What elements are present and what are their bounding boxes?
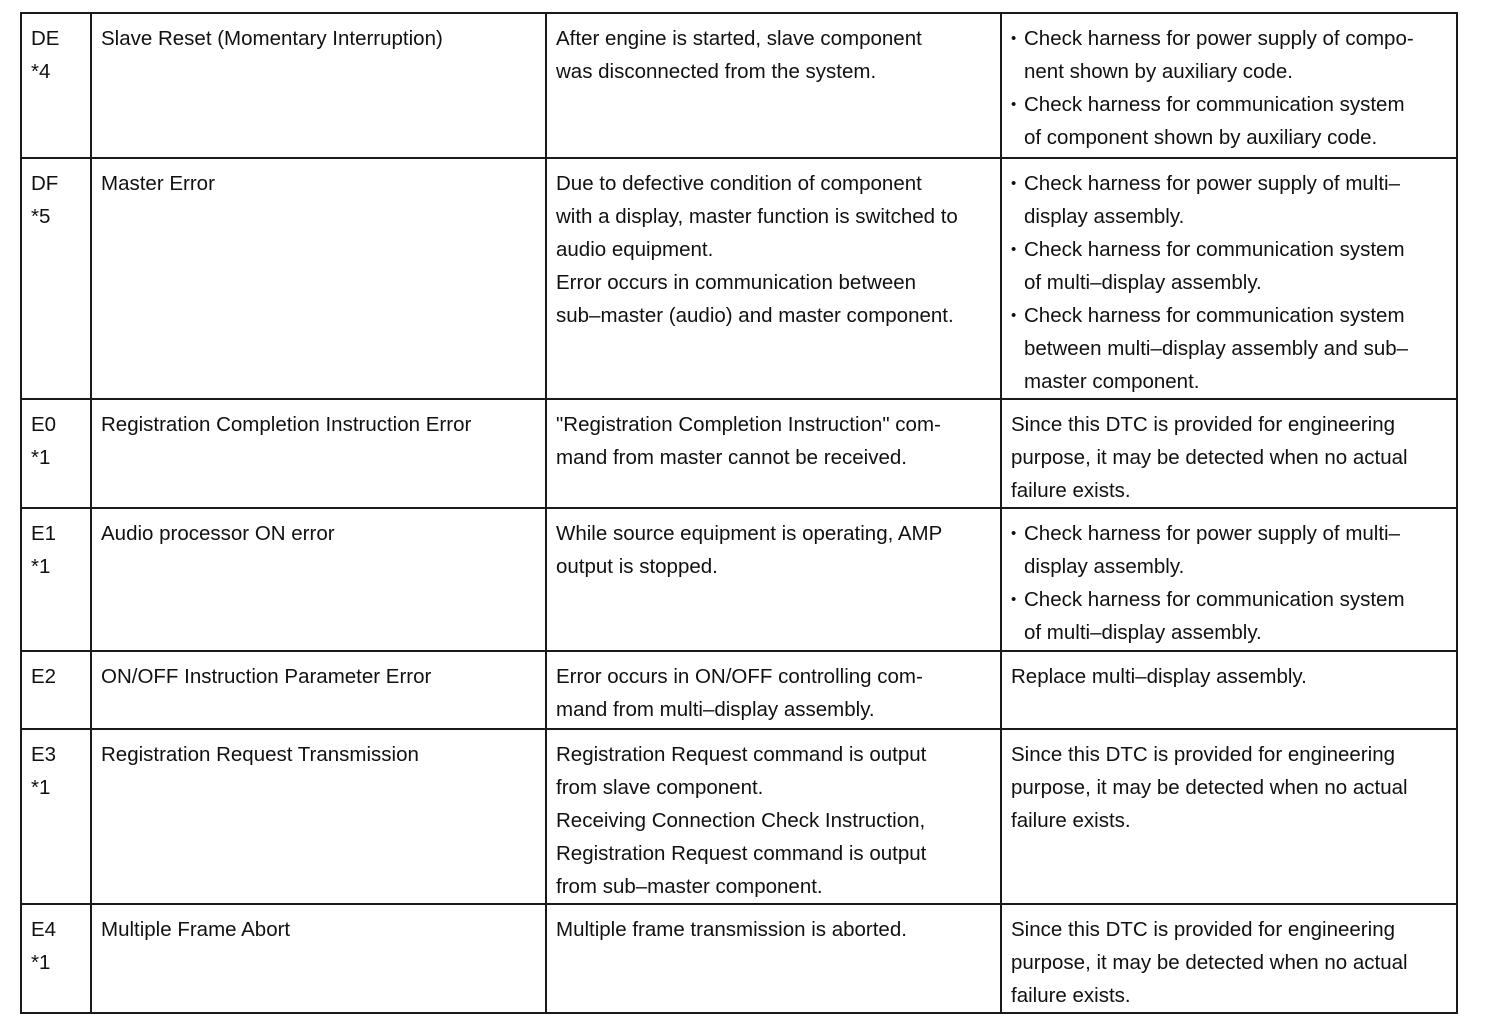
dtc-action-cell <box>1001 158 1457 399</box>
dtc-row <box>21 904 1457 1013</box>
dtc-footnote-ref: *4 <box>31 60 51 83</box>
detection-condition-line: "Registration Completion Instruction" com- <box>556 413 941 436</box>
action-line: Check harness for communication system <box>1024 93 1405 116</box>
dtc-footnote-ref: *5 <box>31 205 51 228</box>
dtc-code: DF <box>31 172 59 195</box>
bullet-icon: • <box>1011 525 1017 542</box>
dtc-condition-cell <box>546 399 1001 508</box>
detection-condition-line: from slave component. <box>556 776 764 799</box>
action-bullet-item <box>1011 167 1448 233</box>
detection-condition-line: sub–master (audio) and master component. <box>556 304 954 327</box>
action-line: display assembly. <box>1024 205 1185 228</box>
action-bullet-item <box>1011 299 1448 398</box>
dtc-condition-cell <box>546 729 1001 904</box>
dtc-name-cell <box>91 158 546 399</box>
dtc-condition-cell <box>546 904 1001 1013</box>
dtc-condition-cell <box>546 651 1001 729</box>
dtc-action-cell <box>1001 651 1457 729</box>
action-line: Check harness for communication system <box>1024 588 1405 611</box>
dtc-code-cell <box>21 651 91 729</box>
dtc-code: DE <box>31 27 60 50</box>
detection-condition-line: Error occurs in ON/OFF controlling com- <box>556 665 923 688</box>
action-line: failure exists. <box>1011 809 1131 832</box>
dtc-footnote-ref: *1 <box>31 555 51 578</box>
action-line: between multi–display assembly and sub– <box>1024 337 1409 360</box>
detection-condition-line: audio equipment. <box>556 238 714 261</box>
detection-condition-line: mand from multi–display assembly. <box>556 698 875 721</box>
action-bullet-item <box>1011 22 1448 88</box>
action-line: Since this DTC is provided for engineering <box>1011 413 1395 436</box>
bullet-icon: • <box>1011 175 1017 192</box>
dtc-name-cell <box>91 729 546 904</box>
dtc-code-cell <box>21 399 91 508</box>
detection-condition-line: was disconnected from the system. <box>556 60 877 83</box>
detection-condition-line: output is stopped. <box>556 555 718 578</box>
action-bullet-item <box>1011 88 1448 154</box>
action-line: Since this DTC is provided for engineering <box>1011 918 1395 941</box>
dtc-action-cell <box>1001 729 1457 904</box>
dtc-name-cell <box>91 508 546 651</box>
dtc-action-cell <box>1001 399 1457 508</box>
dtc-name: Registration Request Transmission <box>101 743 419 766</box>
action-line: Check harness for power supply of multi– <box>1024 522 1401 545</box>
action-line: purpose, it may be detected when no actual <box>1011 446 1408 469</box>
dtc-code: E2 <box>31 665 57 688</box>
detection-condition-line: mand from master cannot be received. <box>556 446 907 469</box>
bullet-icon: • <box>1011 241 1017 258</box>
action-line: failure exists. <box>1011 984 1131 1007</box>
dtc-code-cell <box>21 13 91 158</box>
action-line: of multi–display assembly. <box>1024 621 1262 644</box>
action-line: Replace multi–display assembly. <box>1011 665 1307 688</box>
dtc-footnote-ref: *1 <box>31 446 51 469</box>
dtc-code-cell <box>21 904 91 1013</box>
dtc-name: Multiple Frame Abort <box>101 918 291 941</box>
action-line: display assembly. <box>1024 555 1185 578</box>
dtc-footnote-ref: *1 <box>31 951 51 974</box>
detection-condition-line: from sub–master component. <box>556 875 823 898</box>
action-line: Check harness for power supply of compo- <box>1024 27 1414 50</box>
dtc-code-cell <box>21 508 91 651</box>
detection-condition-line: Due to defective condition of component <box>556 172 922 195</box>
detection-condition-line: Error occurs in communication between <box>556 271 917 294</box>
dtc-name: ON/OFF Instruction Parameter Error <box>101 665 432 688</box>
dtc-name-cell <box>91 399 546 508</box>
action-line: Check harness for communication system <box>1024 304 1405 327</box>
action-line: Check harness for communication system <box>1024 238 1405 261</box>
detection-condition-line: Receiving Connection Check Instruction, <box>556 809 926 832</box>
dtc-name: Slave Reset (Momentary Interruption) <box>101 27 443 50</box>
action-line: purpose, it may be detected when no actual <box>1011 951 1408 974</box>
detection-condition-line: Multiple frame transmission is aborted. <box>556 918 907 941</box>
dtc-table <box>20 12 1458 1014</box>
dtc-name-cell <box>91 13 546 158</box>
dtc-name-cell <box>91 904 546 1013</box>
dtc-row <box>21 399 1457 508</box>
dtc-code: E1 <box>31 522 57 545</box>
dtc-condition-cell <box>546 508 1001 651</box>
detection-condition-line: Registration Request command is output <box>556 743 927 766</box>
action-text <box>1011 913 1448 1012</box>
action-text <box>1011 660 1448 693</box>
dtc-action-cell <box>1001 508 1457 651</box>
action-line: master component. <box>1024 370 1200 393</box>
dtc-name: Master Error <box>101 172 215 195</box>
dtc-action-cell <box>1001 13 1457 158</box>
dtc-condition-cell <box>546 13 1001 158</box>
dtc-code: E3 <box>31 743 57 766</box>
bullet-icon: • <box>1011 96 1017 113</box>
action-line: Check harness for power supply of multi– <box>1024 172 1401 195</box>
dtc-table-body <box>21 13 1457 1013</box>
detection-condition-line: While source equipment is operating, AMP <box>556 522 943 545</box>
dtc-row <box>21 508 1457 651</box>
dtc-name: Audio processor ON error <box>101 522 335 545</box>
dtc-row <box>21 651 1457 729</box>
dtc-row <box>21 13 1457 158</box>
action-line: of multi–display assembly. <box>1024 271 1262 294</box>
action-line: nent shown by auxiliary code. <box>1024 60 1293 83</box>
dtc-footnote-ref: *1 <box>31 776 51 799</box>
dtc-code: E4 <box>31 918 57 941</box>
bullet-icon: • <box>1011 307 1017 324</box>
action-line: failure exists. <box>1011 479 1131 502</box>
dtc-condition-cell <box>546 158 1001 399</box>
dtc-code: E0 <box>31 413 57 436</box>
bullet-icon: • <box>1011 591 1017 608</box>
action-text <box>1011 408 1448 507</box>
action-line: Since this DTC is provided for engineering <box>1011 743 1395 766</box>
dtc-row <box>21 158 1457 399</box>
detection-condition-line: After engine is started, slave component <box>556 27 922 50</box>
dtc-name: Registration Completion Instruction Error <box>101 413 472 436</box>
action-bullet-item <box>1011 233 1448 299</box>
dtc-code-cell <box>21 729 91 904</box>
dtc-name-cell <box>91 651 546 729</box>
action-bullet-item <box>1011 517 1448 583</box>
detection-condition-line: with a display, master function is switched to <box>556 205 958 228</box>
dtc-action-cell <box>1001 904 1457 1013</box>
dtc-code-cell <box>21 158 91 399</box>
action-line: purpose, it may be detected when no actual <box>1011 776 1408 799</box>
action-text <box>1011 738 1448 837</box>
action-bullet-item <box>1011 583 1448 649</box>
dtc-row <box>21 729 1457 904</box>
bullet-icon: • <box>1011 30 1017 47</box>
detection-condition-line: Registration Request command is output <box>556 842 927 865</box>
action-line: of component shown by auxiliary code. <box>1024 126 1378 149</box>
